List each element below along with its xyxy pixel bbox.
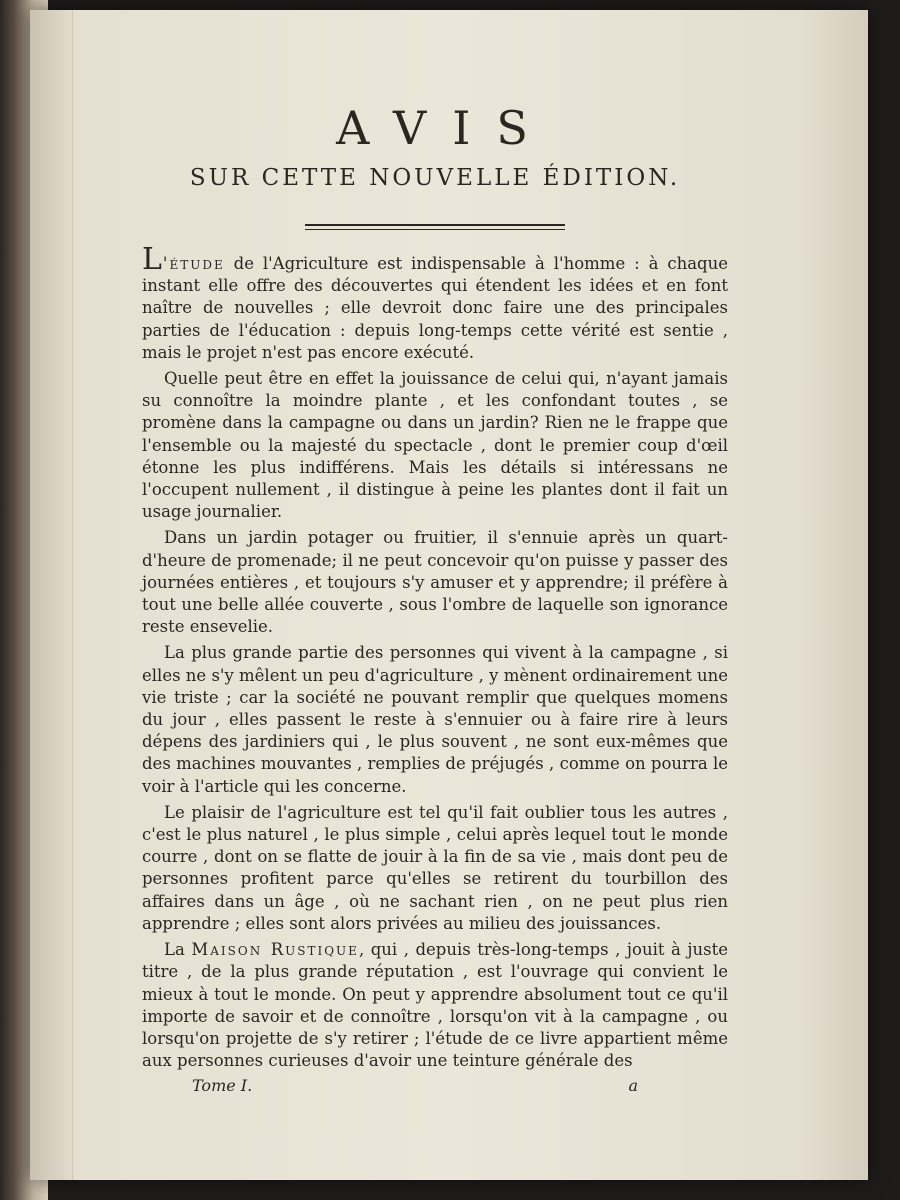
small-caps-word: 'étude — [162, 254, 225, 273]
book-page — [30, 10, 868, 1180]
paragraph-6-start: La — [164, 940, 192, 960]
volume-label: Tome I. — [192, 1076, 253, 1096]
paragraph-4: La plus grande partie des personnes qui vivent à la campagne , si elles ne s'y mêlent un peu d'agriculture , y mènent ordinairement une vie triste ; car la société ne pouvant remplir que quelques momens du jour , elles passent le reste à s'ennuier ou à faire rire à leurs dépens des jardiniers qui , le plus souvent , ne sont eux-mêmes que des machines mouvantes , remplies de préjugés , comme on pourra le voir à l'article qui les concerne. — [142, 643, 728, 796]
signature-mark: a — [628, 1076, 638, 1096]
page-content — [142, 98, 728, 1095]
paragraph-5: Le plaisir de l'agriculture est tel qu'il fait oublier tous les autres , c'est le plus naturel , le plus simple , celui après lequel tout le monde courre , dont on se flatte de jouir à la fin de sa vie , mais dont peu de personnes profitent parce qu'elles se retirent du tourbillon des affaires dans un âge , où ne sachant rien , on ne peut plus rien apprendre ; elles sont alors privées au milieu des jouissances. — [142, 802, 728, 933]
paragraph-1 — [142, 242, 728, 364]
page-subtitle: SUR CETTE NOUVELLE ÉDITION. — [189, 165, 681, 191]
previous-leaf-edge — [30, 10, 73, 1180]
paragraph-6 — [142, 939, 728, 1072]
paragraph-3: Dans un jardin potager ou fruitier, il s'ennuie après un quart-d'heure de promenade; il ne peut concevoir qu'on puisse y passer des journées entières , et toujours s'y amuser et y apprendre; il préfère à tout une belle allée couverte , sous l'ombre de laquelle son ignorance reste ensevelie. — [142, 528, 728, 637]
paragraph-1-text: de l'Agriculture est indispensable à l'homme : à chaque instant elle offre des découvertes qui étendent les idées et en font naître de nouvelles ; elle devroit donc faire une des principales parties de l'éducation : depuis long-temps cette vérité est sentie , mais le projet n'est pas encore exécuté. — [142, 254, 728, 362]
title-rule — [305, 224, 565, 230]
book-title-caps: Maison Rustique — [191, 940, 359, 960]
page-title: AVIS — [336, 101, 554, 155]
drop-cap: L — [142, 242, 162, 277]
page-footer — [142, 1076, 728, 1095]
paragraph-6-text: , qui , depuis très-long-temps , jouit à juste titre , de la plus grande réputation , est l'ouvrage qui convient le mieux à tout le monde. On peut y apprendre absolument tout ce qu'il importe de savoir et de connoître , lorsqu'on vit à la campagne , ou lorsqu'on projette de s'y retirer ; l'étude de ce livre appartient même aux personnes curieuses d'avoir une teinture générale des — [142, 940, 728, 1071]
paragraph-2: Quelle peut être en effet la jouissance de celui qui, n'ayant jamais su connoître la moindre plante , et les confondant toutes , se promène dans la campagne ou dans un jardin? Rien ne le frappe que l'ensemble ou la majesté du spectacle , dont le premier coup d'œil étonne les plus indifférens. Mais les détails si intéressans ne l'occupent nullement , il distingue à peine les plantes dont il fait un usage journalier. — [142, 369, 728, 522]
